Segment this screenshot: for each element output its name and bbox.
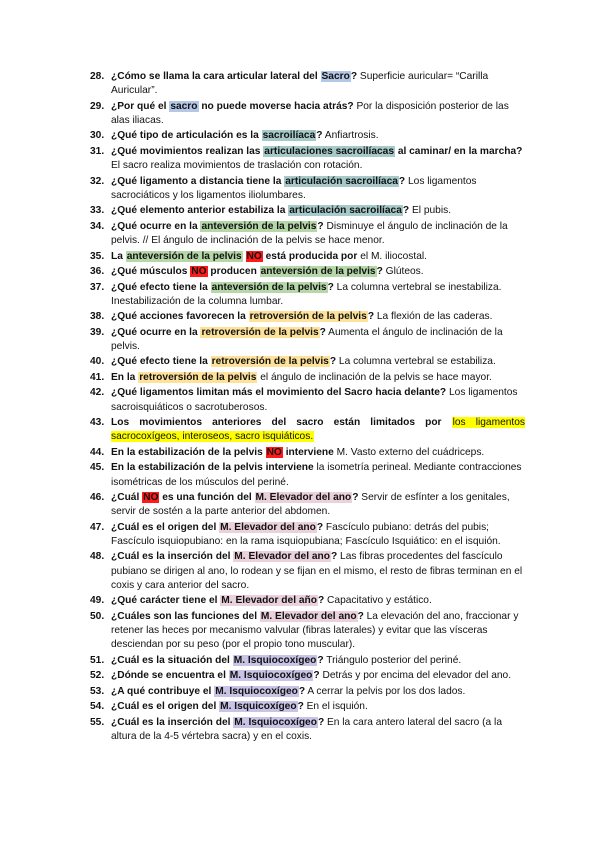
question-item	[91, 250, 525, 264]
question-number: 53.	[90, 685, 105, 697]
negation-highlight: NO	[246, 250, 262, 262]
answer-text: Fascículo pubiano: detrás del pubis; Fascículo isquiopubiano: en la rama isquiopubiana; Fascículo Isquiático: en el isquión.	[111, 521, 501, 547]
answer-text: El sacro realiza movimientos de traslación con rotación.	[111, 160, 363, 172]
highlighted-term: M. Isquiocoxígeo	[229, 670, 313, 682]
question-number: 31.	[90, 145, 105, 157]
negation-highlight: NO	[191, 266, 207, 278]
question-text: ?	[330, 551, 338, 563]
highlighted-term: M. Elevador del ano	[260, 610, 357, 622]
question-text: ?	[317, 716, 325, 728]
question-text: ?	[402, 205, 410, 217]
negation-highlight: NO	[266, 446, 282, 458]
answer-text: Las fibras procedentes del fascículo pubiano se dirigen al ano, lo rodean y se fijan en el mismo, el resto de fibras terminan en el coxis y cara anterior del sacro.	[111, 551, 523, 591]
answer-text: La columna vertebral se estabiliza.	[336, 356, 496, 368]
answer-text	[442, 417, 452, 428]
question-number: 51.	[90, 654, 105, 666]
question-text: ¿Cuáles son las funciones del	[111, 610, 260, 622]
highlighted-term: articulación sacroilíaca	[289, 205, 402, 217]
question-text: es una función del	[159, 492, 255, 504]
highlighted-term: sacro	[170, 100, 198, 112]
question-text: ?	[313, 670, 320, 682]
answer-text: Por la disposición posterior de las alas iliacas.	[111, 100, 509, 126]
question-number: 40.	[90, 356, 105, 368]
question-number: 35.	[90, 250, 105, 262]
answer-text: Detrás y por encima del elevador del ano.	[319, 670, 512, 682]
question-text: ?	[317, 220, 324, 232]
question-text: ¿Cómo se llama la cara articular lateral del	[111, 71, 321, 82]
question-number: 54.	[90, 701, 105, 713]
question-item	[91, 416, 525, 444]
question-text: ¿Qué acciones favorecen la	[111, 311, 249, 323]
question-number: 34.	[90, 220, 105, 232]
question-text: ¿Cuál	[111, 492, 143, 504]
question-text: ?	[327, 281, 334, 293]
question-item	[91, 355, 525, 369]
question-item	[91, 281, 525, 309]
question-text: ¿Qué carácter tiene el	[111, 595, 221, 607]
answer-text: Aumenta el ángulo de inclinación de la pelvis.	[111, 326, 503, 352]
question-text: ?	[317, 654, 324, 666]
highlighted-term: anteversión de la pelvis	[260, 266, 376, 278]
answer-text: la isometría perineal. Mediante contracciones isométricas de los músculos del periné.	[111, 462, 522, 488]
question-text: interviene	[282, 446, 334, 458]
question-item	[91, 700, 525, 714]
answer-text: el ángulo de inclinación de la pelvis se hace mayor.	[257, 371, 492, 383]
negation-highlight: NO	[143, 492, 159, 504]
question-text: ?	[316, 130, 323, 142]
question-text: En la estabilización de la pelvis interviene	[111, 462, 314, 474]
question-text: ¿Cuál es el origen del	[111, 521, 220, 533]
highlighted-term: anteversión de la pelvis	[201, 220, 317, 232]
answer-text: A cerrar la pelvis por los dos lados.	[305, 685, 466, 697]
answer-text: Disminuye el ángulo de inclinación de la pelvis. // El ángulo de inclinación de la pelvis se hace menor.	[111, 220, 508, 247]
question-text: ¿Cuál es la inserción del	[111, 716, 234, 728]
highlighted-term: M. Elevador del año	[221, 595, 317, 607]
highlighted-term: sacroilíaca	[262, 130, 316, 142]
question-text: En la	[111, 371, 139, 383]
question-item	[91, 685, 525, 699]
question-text: ¿Dónde se encuentra el	[111, 670, 229, 682]
question-text: ¿Qué elemento anterior estabiliza la	[111, 205, 289, 217]
question-text: ?	[398, 175, 406, 187]
question-number: 39.	[90, 326, 105, 338]
question-number: 41.	[90, 371, 105, 383]
question-item	[91, 310, 525, 324]
highlighted-term: Sacro	[321, 71, 350, 82]
question-text: no puede moverse hacia atrás?	[198, 100, 354, 112]
question-text: producen	[207, 266, 260, 278]
question-item	[91, 446, 525, 460]
highlighted-term: retroversión de la pelvis	[201, 326, 319, 338]
question-item	[91, 521, 525, 549]
question-number: 36.	[90, 266, 105, 278]
question-item	[91, 145, 525, 173]
answer-text: Anfiartrosis.	[322, 130, 379, 142]
question-number: 47.	[90, 521, 105, 533]
question-item	[91, 491, 525, 519]
question-number: 37.	[90, 281, 105, 293]
question-text: ¿Qué músculos	[111, 266, 191, 278]
question-number: 32.	[90, 175, 105, 187]
question-text: ¿Cuál es la situación del	[111, 654, 233, 666]
question-number: 42.	[90, 387, 105, 399]
highlighted-term: articulación sacroilíaca	[285, 175, 398, 187]
highlighted-term: retroversión de la pelvis	[211, 356, 329, 368]
question-text: al caminar/ en la marcha?	[394, 145, 523, 157]
answer-text: La elevación del ano, fraccionar y retener las heces por mecanismo valvular (fibras laterales) y evitar que las vísceras desciendan por su peso (por el propio tono muscular).	[111, 610, 519, 651]
question-number: 48.	[90, 551, 105, 563]
question-item	[91, 594, 525, 608]
answer-text: El pubis.	[409, 205, 452, 217]
question-number: 55.	[90, 716, 105, 728]
question-number: 45.	[90, 462, 105, 474]
question-item	[91, 654, 525, 668]
question-text: ?	[357, 610, 364, 622]
question-text: ¿Qué ocurre en la	[111, 326, 201, 338]
question-item	[91, 326, 525, 354]
question-item	[91, 371, 525, 385]
question-text: ?	[317, 595, 325, 607]
question-number: 50.	[90, 610, 105, 622]
question-text: ?	[316, 521, 324, 533]
answer-text: Superficie auricular= “Carilla Auricular”.	[111, 71, 489, 97]
question-text: ¿Qué efecto tiene la	[111, 281, 211, 293]
highlighted-term: M. Isquicoxígeo	[220, 701, 297, 713]
question-item	[91, 550, 525, 593]
question-text: La	[111, 250, 126, 262]
highlighted-term: M. Isquiocoxígeo	[233, 654, 317, 666]
highlighted-term: M. Isquiocoxígeo	[215, 685, 298, 697]
answer-text: En la cara antero lateral del sacro (a la altura de la 4-5 vértebra sacra) y en el coxis.	[111, 716, 502, 742]
highlighted-term: anteversión de la pelvis	[211, 281, 327, 293]
question-text: ¿Qué ligamento a distancia tiene la	[111, 175, 285, 187]
question-list	[91, 70, 525, 745]
question-item	[91, 265, 525, 279]
question-text: ¿Cuál es la inserción del	[111, 551, 234, 563]
question-number: 33.	[90, 205, 105, 217]
question-item	[91, 461, 525, 489]
question-text: ¿Qué efecto tiene la	[111, 356, 211, 368]
highlighted-term: M. Isquiocoxígeo	[234, 716, 317, 728]
question-number: 52.	[90, 670, 105, 682]
question-text: está producida por	[262, 250, 358, 262]
highlighted-term: retroversión de la pelvis	[139, 371, 257, 383]
question-text: ?	[329, 356, 337, 368]
answer-text: Triángulo posterior del periné.	[323, 654, 462, 666]
question-text: ¿Por qué el	[111, 100, 170, 112]
question-text: ?	[352, 492, 359, 504]
question-item	[91, 669, 525, 683]
question-item	[91, 204, 525, 218]
answer-text: Capacitativo y estático.	[324, 595, 432, 607]
question-text: ?	[350, 71, 358, 82]
question-text: ¿Qué ligamentos limitan más el movimiento del Sacro hacia delante?	[111, 387, 447, 399]
answer-text: La flexión de las caderas.	[374, 311, 493, 323]
question-text: ¿A qué contribuye el	[111, 685, 215, 697]
question-number: 38.	[90, 311, 105, 323]
question-item	[91, 100, 525, 128]
question-text: En la estabilización de la pelvis	[111, 446, 266, 458]
answer-text: En el isquión.	[303, 701, 368, 713]
highlighted-term: M. Elevador del ano	[220, 521, 316, 533]
question-number: 46.	[90, 492, 105, 504]
question-item	[91, 386, 525, 414]
question-text: ?	[298, 685, 306, 697]
question-number: 49.	[90, 595, 105, 607]
question-text: ¿Qué tipo de articulación es la	[111, 130, 262, 142]
question-number: 29.	[90, 100, 105, 112]
question-text: ?	[376, 266, 383, 278]
answer-text: La columna vertebral se inestabiliza. Inestabilización de la columna lumbar.	[111, 281, 502, 307]
answer-text: el M. iliocostal.	[357, 250, 427, 262]
highlighted-term: retroversión de la pelvis	[249, 311, 367, 323]
question-text: ¿Qué ocurre en la	[111, 220, 201, 232]
answer-text: M. Vasto externo del cuádriceps.	[333, 446, 485, 458]
answer-text: Los ligamentos sacrociáticos y los ligamentos iliolumbares.	[111, 175, 477, 201]
question-text: ¿Qué movimientos realizan las	[111, 145, 264, 157]
highlighted-term: M. Elevador del ano	[234, 551, 330, 563]
question-item	[91, 610, 525, 653]
answer-text: Servir de esfínter a los genitales, servir de sostén a la parte anterior del abdomen.	[111, 492, 510, 518]
question-text: ¿Cuál es el origen del	[111, 701, 220, 713]
question-number: 44.	[90, 446, 105, 458]
question-item	[91, 716, 525, 744]
question-item	[91, 70, 525, 98]
question-item	[91, 129, 525, 143]
question-number: 43.	[90, 417, 105, 429]
question-text: ?	[319, 326, 326, 338]
highlighted-term: los ligamentos sacrocoxígeos, interoseos, sacro isquiáticos.	[111, 417, 525, 443]
question-number: 30.	[90, 130, 105, 142]
question-text: ?	[367, 311, 375, 323]
answer-text: Glúteos.	[382, 266, 424, 278]
question-item	[91, 175, 525, 203]
answer-text: Los ligamentos sacroisquiáticos o sacrotuberosos.	[111, 387, 518, 413]
highlighted-term: anteversión de la pelvis	[126, 250, 242, 262]
highlighted-term: M. Elevador del ano	[255, 492, 352, 504]
question-number: 28.	[90, 71, 105, 82]
question-text: ?	[297, 701, 304, 713]
highlighted-term: articulaciones sacroilíacas	[264, 145, 394, 157]
question-item	[91, 220, 525, 248]
question-text: Los movimientos anteriores del sacro están limitados por	[111, 417, 442, 429]
